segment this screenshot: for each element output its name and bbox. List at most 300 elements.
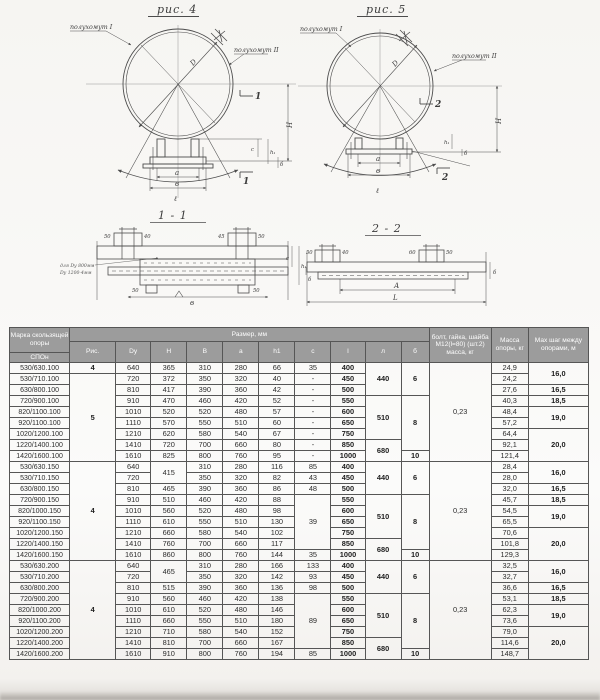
row-mark: 1420/1600.200	[10, 649, 70, 660]
table-cell: 415	[151, 462, 187, 484]
table-cell: 860	[151, 550, 187, 561]
table-cell: 19,0	[528, 506, 588, 528]
table-cell: 680	[365, 539, 401, 561]
table-cell: 310	[187, 561, 223, 572]
table-cell: 500	[331, 583, 365, 594]
table-cell: 4	[70, 363, 116, 374]
table-cell: 1410	[116, 440, 151, 451]
table-cell: 57	[259, 407, 295, 418]
table-cell: -	[295, 418, 331, 429]
table-cell: 600	[331, 605, 365, 616]
row-mark: 530/710.150	[10, 473, 70, 484]
row-mark: 720/900.100	[10, 396, 70, 407]
header-size-col: l	[331, 342, 365, 363]
table-cell: 4	[70, 462, 116, 561]
table-cell: 16,0	[528, 363, 588, 385]
table-cell: 540	[223, 528, 259, 539]
fig5-span-label: ℓ	[376, 187, 379, 195]
table-cell: 18,5	[528, 396, 588, 407]
table-cell: 810	[116, 484, 151, 495]
header-step: Мах шаг между опорами, м	[528, 328, 588, 363]
table-cell: 640	[116, 363, 151, 374]
drawings-panel	[0, 0, 600, 326]
table-cell: 54,5	[491, 506, 528, 517]
table-cell: 43	[295, 473, 331, 484]
table-cell: 66	[259, 363, 295, 374]
table-cell: 117	[259, 539, 295, 550]
table-cell: 420	[223, 594, 259, 605]
table-cell: 440	[365, 561, 401, 594]
table-cell: 148,7	[491, 649, 528, 660]
scan-shadow	[0, 691, 600, 700]
table-cell: 440	[365, 363, 401, 396]
table-cell: 93	[295, 572, 331, 583]
table-cell: 45,7	[491, 495, 528, 506]
sec11-bolt-dim-4: 50	[258, 234, 265, 240]
table-cell: 85	[295, 462, 331, 473]
table-cell: 480	[223, 506, 259, 517]
table-cell: -	[295, 374, 331, 385]
table-cell: 550	[331, 495, 365, 506]
table-cell: 580	[187, 528, 223, 539]
table-cell: 550	[187, 517, 223, 528]
table-cell: 470	[151, 396, 187, 407]
table-cell: 910	[116, 594, 151, 605]
table-cell: 40	[259, 374, 295, 385]
technical-drawing	[0, 0, 600, 326]
sec11-dim-b: в	[190, 299, 195, 307]
table-cell: 42	[259, 385, 295, 396]
table-row	[10, 363, 589, 374]
table-cell: 180	[259, 616, 295, 627]
table-cell: 650	[331, 517, 365, 528]
table-cell: 19,0	[528, 605, 588, 627]
table-cell: 465	[151, 561, 187, 583]
table-cell: 750	[331, 528, 365, 539]
table-cell: 152	[259, 627, 295, 638]
table-cell: 39	[295, 495, 331, 550]
header-mass: Масса опоры, кг	[491, 328, 528, 363]
table-cell: 20,0	[528, 528, 588, 561]
table-cell: 510	[365, 396, 401, 440]
table-cell: 1000	[331, 451, 365, 462]
table-cell: 32,5	[491, 561, 528, 572]
table-cell: 80	[259, 440, 295, 451]
table-cell: 82	[259, 473, 295, 484]
fig4-halfclamp1-label: полухомут I	[70, 24, 113, 31]
header-size-col: б	[401, 342, 429, 363]
table-cell: 35	[295, 550, 331, 561]
table-cell: 1610	[116, 649, 151, 660]
fig5-diameter-label: D	[390, 58, 401, 69]
table-cell: 1110	[116, 517, 151, 528]
row-mark: 1420/1600.150	[10, 550, 70, 561]
header-size-col: Н	[151, 342, 187, 363]
row-mark: 530/710.100	[10, 374, 70, 385]
fig4-dim-c: с	[251, 147, 254, 153]
header-size-col: л	[365, 342, 401, 363]
row-mark: 920/1100.200	[10, 616, 70, 627]
table-cell: 650	[331, 616, 365, 627]
fig4-halfclamp2-label: полухомут II	[234, 47, 279, 54]
row-mark: 720/900.150	[10, 495, 70, 506]
fig5-dim-t: б	[464, 151, 468, 157]
table-cell: 6	[401, 363, 429, 396]
table-cell: 700	[187, 440, 223, 451]
table-cell: 810	[116, 385, 151, 396]
table-cell: 166	[259, 561, 295, 572]
table-cell: 16,0	[528, 561, 588, 583]
table-cell: 20,0	[528, 627, 588, 660]
sec22-bolt-dim-3: 60	[409, 250, 416, 256]
table-cell: 460	[187, 495, 223, 506]
header-mark-series: СПОн	[10, 353, 70, 363]
table-cell: 720	[151, 440, 187, 451]
table-cell: 10	[401, 649, 429, 660]
table-cell: 560	[151, 594, 187, 605]
table-cell: 310	[187, 363, 223, 374]
table-cell: 365	[151, 363, 187, 374]
fig5-section-flag-bottom	[437, 168, 450, 183]
table-cell: 8	[401, 495, 429, 550]
table-cell: 1010	[116, 506, 151, 517]
row-mark: 1220/1400.100	[10, 440, 70, 451]
table-cell: 1610	[116, 451, 151, 462]
table-cell: 280	[223, 363, 259, 374]
row-mark: 1020/1200.100	[10, 429, 70, 440]
row-mark: 1220/1400.200	[10, 638, 70, 649]
table-cell: 610	[151, 605, 187, 616]
fig4-diameter-label: D	[188, 57, 199, 68]
table-cell: 800	[187, 451, 223, 462]
table-cell: 660	[151, 528, 187, 539]
table-cell: 10	[401, 451, 429, 462]
table-cell: 550	[187, 418, 223, 429]
table-cell: 18,5	[528, 594, 588, 605]
table-cell: 95	[259, 451, 295, 462]
table-cell: 144	[259, 550, 295, 561]
table-cell: 600	[331, 506, 365, 517]
sec11-foot-dim-2: 50	[253, 288, 260, 294]
table-cell: 750	[331, 627, 365, 638]
sec11-title: 1 - 1	[158, 209, 188, 222]
row-mark: 920/1100.100	[10, 418, 70, 429]
table-cell: 0,23	[429, 561, 491, 660]
table-cell: 460	[187, 594, 223, 605]
table-cell: 720	[116, 473, 151, 484]
table-cell: 372	[151, 374, 187, 385]
table-cell: 700	[187, 539, 223, 550]
table-cell: 53,1	[491, 594, 528, 605]
table-cell: 750	[331, 429, 365, 440]
table-cell: 16,0	[528, 462, 588, 484]
table-cell: 640	[116, 561, 151, 572]
table-cell: 510	[223, 418, 259, 429]
table-cell: 1210	[116, 528, 151, 539]
table-cell: 390	[187, 484, 223, 495]
table-cell: 0,23	[429, 363, 491, 462]
table-cell: 420	[223, 396, 259, 407]
table-cell: 1000	[331, 649, 365, 660]
dimensions-table	[9, 327, 589, 660]
fig5-halfclamp2-label: полухомут II	[452, 53, 497, 60]
fig4-span-label: ℓ	[174, 195, 177, 203]
table-cell: 510	[365, 594, 401, 638]
table-cell: 570	[151, 418, 187, 429]
table-cell: 510	[151, 495, 187, 506]
table-cell: 167	[259, 638, 295, 649]
table-cell: 85	[295, 649, 331, 660]
row-mark: 530/710.200	[10, 572, 70, 583]
table-cell: 116	[259, 462, 295, 473]
table-cell: 320	[223, 572, 259, 583]
table-cell: 10	[401, 550, 429, 561]
fig4-dim-b: в	[175, 180, 180, 188]
table-cell: 610	[151, 517, 187, 528]
table-cell: 510	[365, 495, 401, 539]
table-cell: 52	[259, 396, 295, 407]
fig5-title: рис. 5	[366, 3, 407, 16]
table-cell: 350	[187, 572, 223, 583]
fig5-section-mark-top: 2	[435, 100, 442, 110]
table-cell: 142	[259, 572, 295, 583]
table-cell: 98	[295, 583, 331, 594]
table-cell: 760	[223, 451, 259, 462]
table-cell: 540	[223, 429, 259, 440]
table-cell: 360	[223, 484, 259, 495]
fig4-dim-a: а	[175, 169, 180, 177]
table-cell: 98	[259, 506, 295, 517]
table-row	[10, 374, 589, 385]
table-cell: 760	[223, 649, 259, 660]
sec11-hatching	[112, 263, 284, 280]
table-cell: 1010	[116, 407, 151, 418]
table-cell: 510	[223, 616, 259, 627]
table-row	[10, 561, 589, 572]
row-mark: 530/630.200	[10, 561, 70, 572]
table-cell: 6	[401, 561, 429, 594]
table-cell: 450	[331, 473, 365, 484]
table-cell: 720	[116, 374, 151, 385]
table-cell: 700	[187, 638, 223, 649]
header-size-col: В	[187, 342, 223, 363]
table-cell: 1210	[116, 627, 151, 638]
table-cell: 550	[331, 594, 365, 605]
table-cell: 580	[187, 429, 223, 440]
table-cell: 400	[331, 462, 365, 473]
row-mark: 720/900.200	[10, 594, 70, 605]
fig4-section-flag-bottom	[240, 172, 253, 187]
row-mark: 630/800.200	[10, 583, 70, 594]
table-cell: 640	[116, 462, 151, 473]
sec11-note-line2: Dy 1200-4мм	[60, 271, 92, 276]
table-cell: 36,6	[491, 583, 528, 594]
table-cell: 850	[331, 638, 365, 649]
table-cell: 1000	[331, 550, 365, 561]
table-cell: 133	[295, 561, 331, 572]
sec11-dim-t: б	[308, 277, 312, 283]
table-cell: 102	[259, 528, 295, 539]
table-cell: 850	[331, 539, 365, 550]
sec22-dim-t: б	[493, 270, 497, 276]
table-cell: 760	[151, 539, 187, 550]
table-cell: 1410	[116, 539, 151, 550]
table-cell: 360	[223, 385, 259, 396]
table-cell: 680	[365, 638, 401, 660]
table-cell: 16,5	[528, 583, 588, 594]
table-cell: 500	[331, 385, 365, 396]
table-cell: 320	[223, 473, 259, 484]
table-cell: 48	[295, 484, 331, 495]
table-cell: 760	[223, 550, 259, 561]
table-cell: 660	[151, 616, 187, 627]
table-cell: 450	[331, 374, 365, 385]
table-cell: 360	[223, 583, 259, 594]
fig5-section-mark-bottom: 2	[442, 173, 449, 183]
table-cell: 70,6	[491, 528, 528, 539]
header-bolt: болт, гайка, шайба М12(l=80) (шт.2) масса, кг	[429, 328, 491, 363]
table-cell: 67	[259, 429, 295, 440]
table-cell: 32,0	[491, 484, 528, 495]
fig4-dim-t: б	[280, 162, 284, 168]
table-cell: 720	[116, 572, 151, 583]
sec11-dim-c: с	[286, 256, 289, 262]
table-cell: 540	[223, 627, 259, 638]
table-cell: 16,5	[528, 484, 588, 495]
fig4-section-mark-top: 1	[255, 92, 262, 102]
table-cell: -	[295, 429, 331, 440]
table-cell: 1110	[116, 418, 151, 429]
table-cell: -	[295, 396, 331, 407]
fig5-dim-b: в	[376, 167, 381, 175]
row-mark: 820/1000.150	[10, 506, 70, 517]
fig4-section-mark-bottom: 1	[243, 177, 250, 187]
fig5-dim-h: Н	[495, 117, 503, 124]
table-cell: -	[295, 407, 331, 418]
table-cell: 48,4	[491, 407, 528, 418]
fig5-dim-h1: h₁	[444, 140, 450, 146]
sec11-bolt-dim-3: 45	[218, 234, 225, 240]
table-cell: 320	[223, 374, 259, 385]
table-cell: 40,3	[491, 396, 528, 407]
table-cell: 515	[151, 583, 187, 594]
row-mark: 630/800.100	[10, 385, 70, 396]
table-cell: 465	[151, 484, 187, 495]
fig4-title: рис. 4	[157, 3, 198, 16]
table-cell: 480	[223, 407, 259, 418]
row-mark: 1020/1200.150	[10, 528, 70, 539]
table-cell: 88	[259, 495, 295, 506]
table-row	[10, 462, 589, 473]
header-size-col: Рис.	[70, 342, 116, 363]
fig5-dim-a: а	[376, 155, 381, 163]
table-cell: 194	[259, 649, 295, 660]
sec22-title: 2 - 2	[372, 222, 402, 235]
table-cell: 8	[401, 396, 429, 451]
table-cell: 310	[187, 462, 223, 473]
table-cell: 800	[187, 649, 223, 660]
table-cell: 520	[151, 407, 187, 418]
table-cell: 800	[187, 550, 223, 561]
table-cell: 650	[331, 418, 365, 429]
fig5-halfclamp1-label: полухомут I	[300, 26, 343, 33]
table-cell: 680	[365, 440, 401, 462]
table-cell: 8	[401, 594, 429, 649]
table-cell: 136	[259, 583, 295, 594]
table-cell: 825	[151, 451, 187, 462]
figure-4	[70, 3, 296, 203]
table-cell: 4	[70, 561, 116, 660]
header-mark: Марка скользящей опоры	[10, 328, 70, 353]
fig4-dim-h: Н	[286, 121, 294, 128]
table-cell: 460	[187, 396, 223, 407]
table-cell: 18,5	[528, 495, 588, 506]
table-cell: 390	[187, 385, 223, 396]
table-cell: 65,5	[491, 517, 528, 528]
table-cell: 1410	[116, 638, 151, 649]
table-cell: 350	[187, 374, 223, 385]
table-cell: 121,4	[491, 451, 528, 462]
row-mark: 920/1100.150	[10, 517, 70, 528]
table-cell: 520	[187, 605, 223, 616]
row-mark: 530/630.150	[10, 462, 70, 473]
table-cell: 0,23	[429, 462, 491, 561]
table-cell: -	[295, 385, 331, 396]
table-cell: 440	[365, 462, 401, 495]
table-cell: -	[295, 440, 331, 451]
table-cell: 580	[187, 627, 223, 638]
table-cell: 450	[331, 572, 365, 583]
fig4-bolt-lug-icon	[211, 29, 227, 45]
table-cell: 550	[331, 396, 365, 407]
table-cell: 480	[223, 605, 259, 616]
table-cell: 520	[187, 407, 223, 418]
table-cell: 32,7	[491, 572, 528, 583]
table-cell: 62,3	[491, 605, 528, 616]
table-cell: 64,4	[491, 429, 528, 440]
table-cell: 57,2	[491, 418, 528, 429]
table-cell: 350	[187, 473, 223, 484]
sec11-bolt-dim-1: 50	[104, 234, 111, 240]
table-cell: 79,0	[491, 627, 528, 638]
table-cell: 24,2	[491, 374, 528, 385]
row-mark: 1220/1400.150	[10, 539, 70, 550]
table-cell: 86	[259, 484, 295, 495]
sec11-note-line1: для Dy 800мм	[60, 264, 95, 269]
table-cell: 5	[70, 374, 116, 462]
section-view-1-1	[59, 209, 312, 307]
table-cell: 28,0	[491, 473, 528, 484]
header-size-col: Dy	[116, 342, 151, 363]
section-view-2-2	[306, 222, 497, 306]
table-cell: 35	[295, 363, 331, 374]
table-cell: 20,0	[528, 429, 588, 462]
sec11-dim-h1: h₁	[301, 264, 307, 270]
table-cell: 16,5	[528, 385, 588, 396]
sec22-bolt-dim-1: 50	[306, 250, 313, 256]
table-cell: 146	[259, 605, 295, 616]
table-cell: 850	[331, 440, 365, 451]
table-cell: 660	[223, 539, 259, 550]
table-cell: 600	[331, 407, 365, 418]
fig5-bolt-lug-icon	[396, 30, 412, 46]
dimensions-table-wrap	[9, 327, 589, 660]
table-cell: 1210	[116, 429, 151, 440]
table-cell: 520	[187, 506, 223, 517]
sec22-bolt-dim-2: 40	[342, 250, 349, 256]
table-cell: 73,6	[491, 616, 528, 627]
sec11-bolt-dim-2: 40	[144, 234, 151, 240]
